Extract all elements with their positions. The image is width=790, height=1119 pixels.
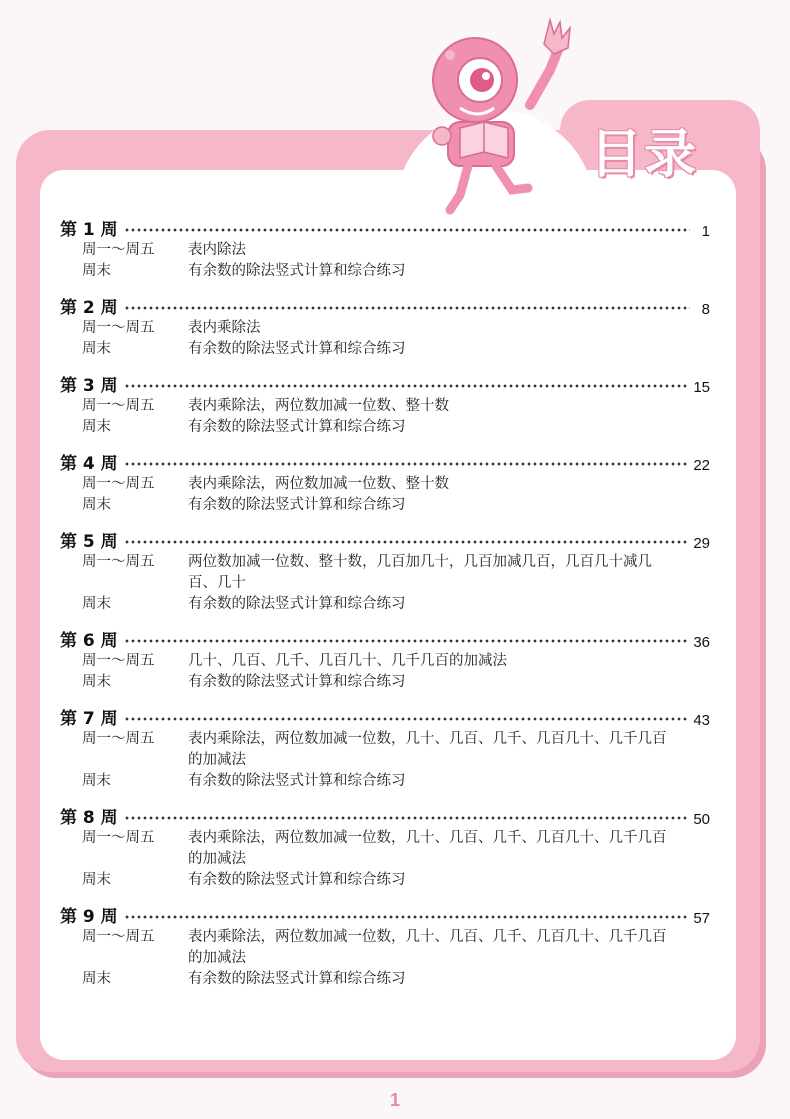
sub-topic: 有余数的除法竖式计算和综合练习 <box>188 497 406 513</box>
dot-leader <box>124 814 688 822</box>
toc-sub-row <box>60 396 710 417</box>
sub-label: 周一～周五 <box>82 476 155 492</box>
toc-week-block <box>60 292 710 360</box>
toc-sub-row <box>60 927 710 969</box>
week-page-number: 29 <box>693 535 710 552</box>
toc-week-block <box>60 703 710 792</box>
toc-sub-row <box>60 651 710 672</box>
sub-label: 周末 <box>82 419 111 435</box>
toc-week-row[interactable] <box>60 901 710 927</box>
dot-leader <box>124 715 688 723</box>
toc-sub-row <box>60 552 710 594</box>
sub-label: 周一～周五 <box>82 731 155 747</box>
toc-sub-row <box>60 828 710 870</box>
sub-topic: 表内乘除法，两位数加减一位数，几十、几百、几千、几百几十、几千几百的加减法 <box>188 731 667 768</box>
dot-leader <box>124 913 688 921</box>
dot-leader <box>124 538 688 546</box>
dot-leader <box>124 226 690 234</box>
sub-topic: 有余数的除法竖式计算和综合练习 <box>188 674 406 690</box>
toc-week-block <box>60 448 710 516</box>
table-of-contents <box>60 212 710 1000</box>
toc-week-block <box>60 625 710 693</box>
sub-topic: 有余数的除法竖式计算和综合练习 <box>188 419 406 435</box>
dot-leader <box>124 637 688 645</box>
week-page-number: 22 <box>693 457 710 474</box>
toc-sub-row <box>60 870 710 891</box>
sub-label: 周一～周五 <box>82 929 155 945</box>
week-label: 第 5 周 <box>60 532 118 552</box>
week-page-number: 15 <box>693 379 710 396</box>
sub-label: 周一～周五 <box>82 653 155 669</box>
toc-week-row[interactable] <box>60 802 710 828</box>
week-label: 第 4 周 <box>60 454 118 474</box>
sub-label: 周一～周五 <box>82 398 155 414</box>
sub-label: 周末 <box>82 674 111 690</box>
sub-topic: 表内乘除法，两位数加减一位数、整十数 <box>188 398 449 414</box>
toc-sub-row <box>60 474 710 495</box>
week-label: 第 6 周 <box>60 631 118 651</box>
sub-topic: 表内乘除法，两位数加减一位数、整十数 <box>188 476 449 492</box>
toc-week-row[interactable] <box>60 703 710 729</box>
toc-week-row[interactable] <box>60 214 710 240</box>
toc-sub-row <box>60 729 710 771</box>
sub-label: 周末 <box>82 773 111 789</box>
toc-sub-row <box>60 594 710 615</box>
sub-topic: 表内乘除法，两位数加减一位数，几十、几百、几千、几百几十、几千几百的加减法 <box>188 830 667 867</box>
sub-label: 周一～周五 <box>82 320 155 336</box>
toc-week-block <box>60 526 710 615</box>
sub-label: 周末 <box>82 596 111 612</box>
toc-week-block <box>60 214 710 282</box>
toc-sub-row <box>60 240 710 261</box>
dot-leader <box>124 304 690 312</box>
toc-sub-row <box>60 495 710 516</box>
toc-week-row[interactable] <box>60 625 710 651</box>
dot-leader <box>124 460 688 468</box>
week-page-number: 50 <box>693 811 710 828</box>
sub-topic: 几十、几百、几千、几百几十、几千几百的加减法 <box>188 653 507 669</box>
sub-label: 周末 <box>82 341 111 357</box>
week-label: 第 2 周 <box>60 298 118 318</box>
sub-topic: 表内乘除法，两位数加减一位数，几十、几百、几千、几百几十、几千几百的加减法 <box>188 929 667 966</box>
week-label: 第 8 周 <box>60 808 118 828</box>
toc-week-row[interactable] <box>60 448 710 474</box>
sub-topic: 有余数的除法竖式计算和综合练习 <box>188 773 406 789</box>
sub-topic: 表内除法 <box>188 242 246 258</box>
toc-sub-row <box>60 771 710 792</box>
toc-sub-row <box>60 969 710 990</box>
sub-topic: 两位数加减一位数、整十数，几百加几十，几百加减几百，几百几十减几百、几十 <box>188 554 652 591</box>
toc-sub-row <box>60 339 710 360</box>
week-page-number: 1 <box>701 223 710 240</box>
page-title: 目录 <box>590 125 699 185</box>
week-page-number: 43 <box>693 712 710 729</box>
sub-topic: 有余数的除法竖式计算和综合练习 <box>188 341 406 357</box>
sub-label: 周末 <box>82 497 111 513</box>
week-label: 第 7 周 <box>60 709 118 729</box>
toc-week-row[interactable] <box>60 292 710 318</box>
toc-week-row[interactable] <box>60 526 710 552</box>
sub-topic: 有余数的除法竖式计算和综合练习 <box>188 971 406 987</box>
sub-label: 周末 <box>82 971 111 987</box>
toc-sub-row <box>60 318 710 339</box>
sub-topic: 有余数的除法竖式计算和综合练习 <box>188 263 406 279</box>
sub-label: 周一～周五 <box>82 242 155 258</box>
sub-topic: 有余数的除法竖式计算和综合练习 <box>188 872 406 888</box>
week-page-number: 57 <box>693 910 710 927</box>
toc-week-block <box>60 802 710 891</box>
toc-sub-row <box>60 261 710 282</box>
toc-sub-row <box>60 672 710 693</box>
toc-week-block <box>60 370 710 438</box>
sub-label: 周末 <box>82 872 111 888</box>
sub-label: 周一～周五 <box>82 830 155 846</box>
sub-label: 周末 <box>82 263 111 279</box>
dot-leader <box>124 382 688 390</box>
toc-week-row[interactable] <box>60 370 710 396</box>
sub-label: 周一～周五 <box>82 554 155 570</box>
toc-sub-row <box>60 417 710 438</box>
week-page-number: 36 <box>693 634 710 651</box>
page-number: 1 <box>389 1090 400 1110</box>
week-label: 第 9 周 <box>60 907 118 927</box>
robot-mascot-icon <box>420 10 590 220</box>
toc-week-block <box>60 901 710 990</box>
week-label: 第 3 周 <box>60 376 118 396</box>
week-page-number: 8 <box>701 301 710 318</box>
sub-topic: 有余数的除法竖式计算和综合练习 <box>188 596 406 612</box>
sub-topic: 表内乘除法 <box>188 320 261 336</box>
week-label: 第 1 周 <box>60 220 118 240</box>
